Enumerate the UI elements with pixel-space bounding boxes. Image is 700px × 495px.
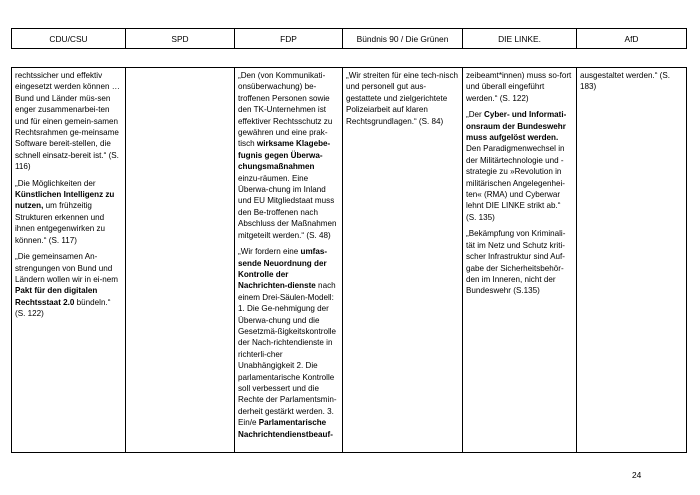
header-gruene: Bündnis 90 / Die Grünen <box>343 29 463 49</box>
header-linke: DIE LINKE. <box>463 29 577 49</box>
text-run: „Wir fordern eine <box>238 247 301 257</box>
cell-paragraph <box>466 70 572 104</box>
cell-paragraph <box>346 70 458 127</box>
bold-text: wirksame Klagebe-fugnis gegen Überwa-chungsmaßnahmen <box>238 139 331 172</box>
cell-fdp <box>235 68 343 453</box>
cell-paragraph <box>15 70 121 173</box>
header-fdp: FDP <box>235 29 343 49</box>
content-row <box>12 68 687 453</box>
text-run: „Bekämpfung von Kriminali-tät im Netz und Schutz kriti-scher Infrastruktur sind Auf-gabe der Sicherheitsbehör-den im Inneren, nicht der Bundeswehr (S.135) <box>466 229 566 296</box>
bold-text: Künstlichen Intelligenz zu nutzen, <box>15 190 115 211</box>
text-run: ausgestaltet werden.“ (S. 183) <box>580 71 670 92</box>
cell-paragraph <box>15 178 121 246</box>
cell-gruene <box>343 68 463 453</box>
cell-paragraph <box>466 109 572 223</box>
cell-cdu-csu <box>12 68 126 453</box>
bold-text: Parlamentarische Nachrichtendienstbeauf- <box>238 418 333 439</box>
text-run: nach einem Drei-Säulen-Modell: 1. Die Ge-nehmigung der Überwa-chung und die Gesetzmä-ßigkeitskontrolle der Nach-richtendienste in richterli-cher Unabhängigkeit 2. Die parlamentarische Kontrolle soll verbessert und die Rechte der Parlamentsmin-derheit gestärkt werden. 3. Ein/e <box>238 281 337 428</box>
text-run: „Die Möglichkeiten der <box>15 178 96 188</box>
text-run: „Die gemeinsamen An-strengungen von Bund und Ländern wollen wir in ei-nem <box>15 252 119 284</box>
text-run: „Wir streiten für eine tech-nisch und personell gut aus-gestattete und zielgerichtete Polizeiarbeit auf klaren Rechtsgrundlagen.“ (S. 84) <box>346 71 459 126</box>
text-run: „Den (von Kommunikati-onsüberwachung) be-troffenen Personen sowie den TK-Unternehmen ist effektiver Rechtsschutz zu gewähren und eine prak-tisch <box>238 71 333 149</box>
cell-spd <box>126 68 235 453</box>
cell-afd <box>577 68 687 453</box>
header-afd: AfD <box>577 29 687 49</box>
text-run: zeibeamt*innen) muss so-fort und überall eingeführt werden.“ (S. 122) <box>466 71 572 103</box>
header-cdu-csu: CDU/CSU <box>12 29 126 49</box>
text-run: bündeln.“ (S. 122) <box>15 297 111 319</box>
text-run: um frühzeitig Strukturen erkennen und ihnen entgegenwirken zu können.“ (S. 117) <box>15 201 105 245</box>
cell-linke <box>463 68 577 453</box>
cell-paragraph <box>466 228 572 296</box>
header-table <box>11 28 687 49</box>
cell-gruene-content <box>343 68 462 452</box>
text-run: rechtssicher und effektiv eingesetzt werden können … Bund und Länder müs-sen enger zusammenarbei-ten und für einen gemein-samen Rechtsrahmen ge-meinsame Software bereit-stellen, die schnell einsatz-bereit ist.“ (S. 116) <box>15 71 120 172</box>
bold-text: Pakt für den digitalen Rechtsstaat 2.0 <box>15 286 98 307</box>
cell-paragraph <box>15 251 121 319</box>
content-table <box>11 67 687 453</box>
header-row <box>12 29 687 49</box>
text-run: „Der <box>466 110 484 120</box>
cell-fdp-content <box>235 68 342 452</box>
bold-text: Cyber- und Informati-onsraum der Bundeswehr muss aufgelöst werden. <box>466 110 567 143</box>
page-number: 24 <box>632 470 642 480</box>
header-spd: SPD <box>126 29 235 49</box>
cell-paragraph <box>238 70 338 241</box>
cell-paragraph <box>580 70 682 93</box>
text-run: Den Paradigmenwechsel in der Militärtechnologie und -strategie zu »Revolution in militärischen Angelegenhei-ten« (RMA) und Cyberwar lehnt DIE LINKE strikt ab.“ (S. 135) <box>466 144 565 222</box>
bold-text: umfas-sende Neuordnung der Kontrolle der Nachrichten-dienste <box>238 247 328 291</box>
cell-paragraph <box>238 246 338 440</box>
text-run: einzu-räumen. Eine Überwa-chung im Inland und EU Mitgliedstaat muss den Be-troffenen nach Abschluss der Maßnahmen mitgeteilt werden.“ (S. 48) <box>238 173 337 240</box>
